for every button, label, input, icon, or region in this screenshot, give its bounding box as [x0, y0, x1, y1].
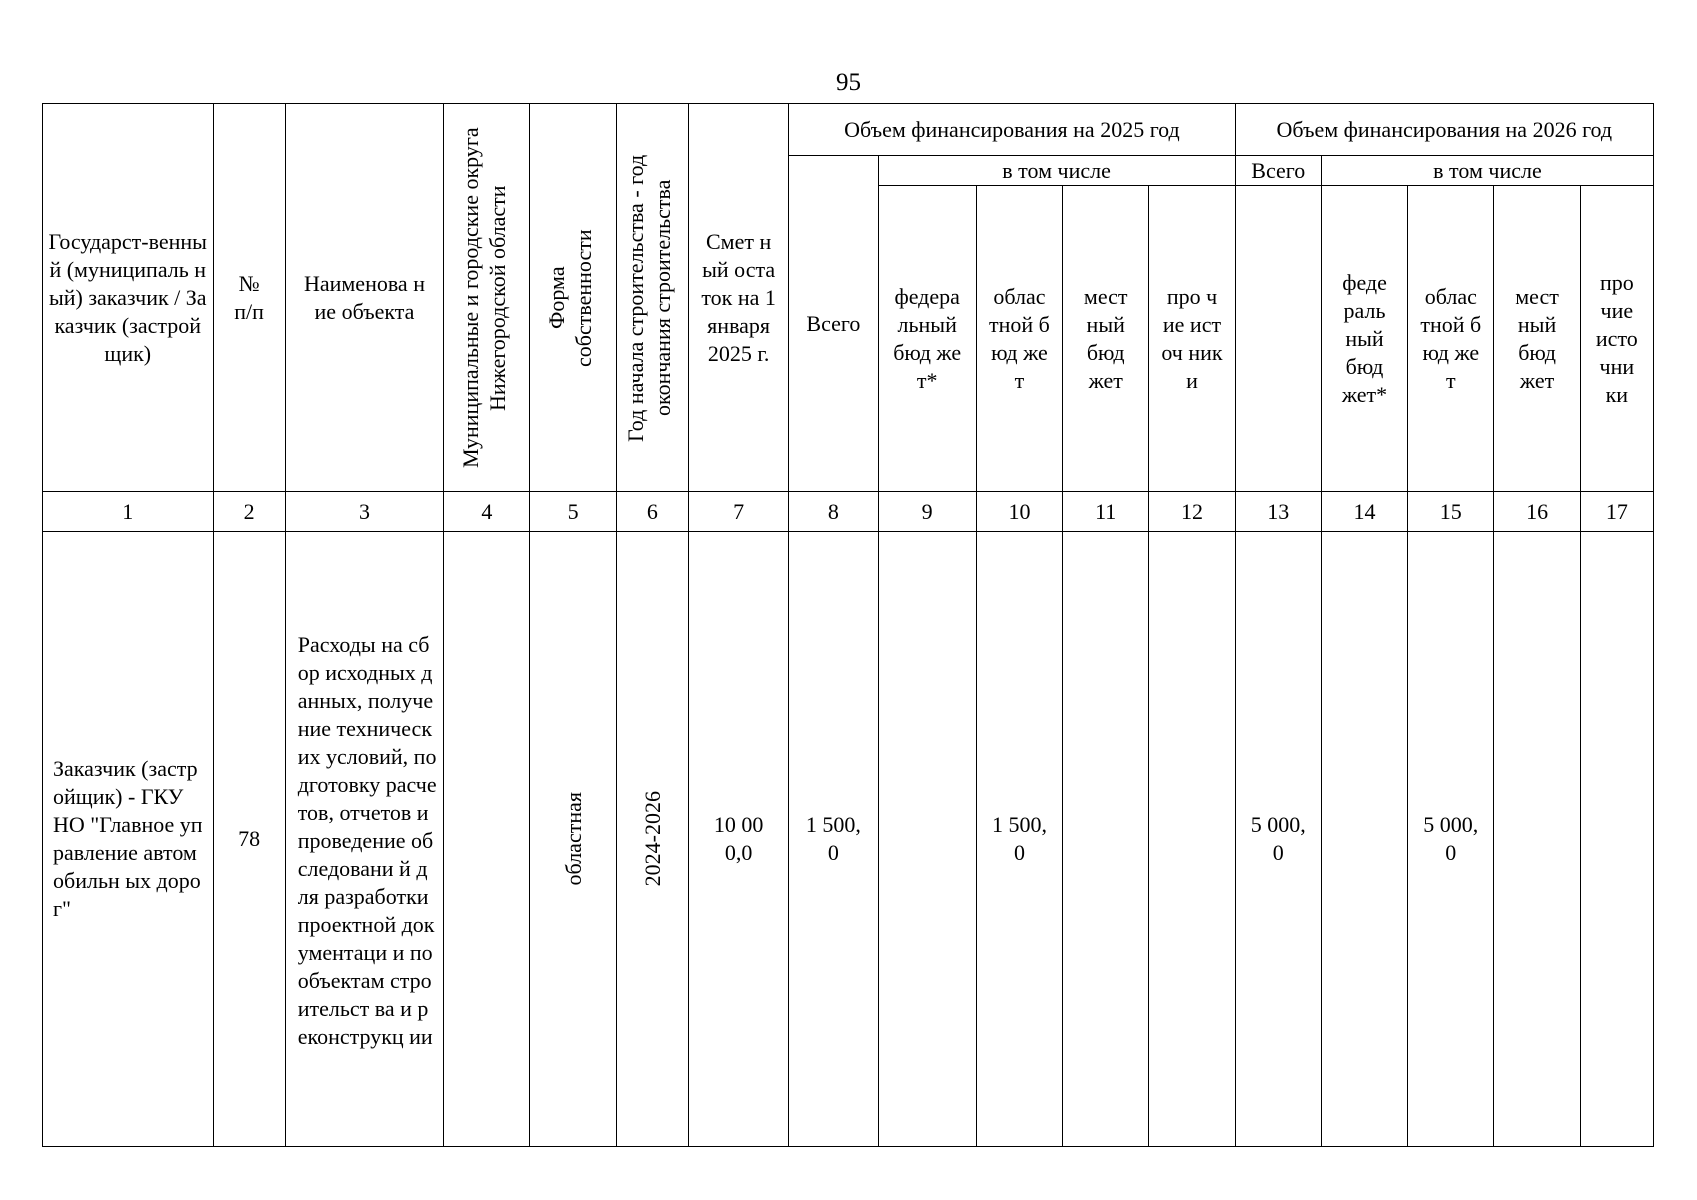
column-number: 2 [213, 492, 285, 532]
column-number: 16 [1494, 492, 1580, 532]
header-empty-2026 [1235, 186, 1321, 492]
header-ownership: Форма собственности [530, 104, 616, 492]
table-row [43, 532, 1654, 1147]
header-total-2025: Всего [789, 156, 878, 492]
column-number: 12 [1149, 492, 1235, 532]
header-number: № п/п [213, 104, 285, 492]
header-total-2026: Всего [1235, 156, 1321, 186]
header-regional-2025: облас тной бюд жет [976, 186, 1062, 492]
column-number: 10 [976, 492, 1062, 532]
row-total-2026: 5 000,0 [1235, 532, 1321, 1147]
column-number: 17 [1580, 492, 1653, 532]
header-remaining: Смет ный оста ток на 1 января 2025 г. [688, 104, 788, 492]
page-number: 95 [836, 69, 861, 96]
header-regional-2026: облас тной бюд жет [1408, 186, 1494, 492]
row-federal-2026 [1321, 532, 1407, 1147]
column-number: 6 [616, 492, 688, 532]
header-construction-years: Год начала строительства - год окончания строительства [616, 104, 688, 492]
header-municipality: Муниципальные и городские округа Нижегородской области [444, 104, 530, 492]
row-remaining: 10 000,0 [688, 532, 788, 1147]
row-total-2025: 1 500,0 [789, 532, 878, 1147]
column-number: 3 [285, 492, 443, 532]
column-number: 15 [1408, 492, 1494, 532]
column-number: 9 [878, 492, 976, 532]
header-local-2025: мест ный бюд жет [1063, 186, 1149, 492]
header-customer: Государст-венный (муниципаль ный) заказчик / Заказчик (застройщик) [43, 104, 214, 492]
header-other-2026: про чие исто чни ки [1580, 186, 1653, 492]
row-object-name: Расходы на сбор исходных данных, получение технических условий, подготовку расчетов, отчетов и проведение обследовани й для разработки проектной документаци и по объектам строительст ва и реконструкц ии [285, 532, 443, 1147]
header-federal-2025: федера льный бюд жет* [878, 186, 976, 492]
header-object-name: Наименова ние объекта [285, 104, 443, 492]
header-including-2026: в том числе [1321, 156, 1653, 186]
header-row-group [43, 104, 1654, 156]
row-local-2026 [1494, 532, 1580, 1147]
header-other-2025: про чие источ ники [1149, 186, 1235, 492]
column-number: 14 [1321, 492, 1407, 532]
row-regional-2025: 1 500,0 [976, 532, 1062, 1147]
row-customer: Заказчик (застройщик) - ГКУ НО "Главное управление автомобильн ых дорог" [43, 532, 214, 1147]
row-municipality [444, 532, 530, 1147]
header-federal-2026: феде раль ный бюд жет* [1321, 186, 1407, 492]
column-number-row [43, 492, 1654, 532]
row-other-2026 [1580, 532, 1653, 1147]
row-federal-2025 [878, 532, 976, 1147]
row-regional-2026: 5 000,0 [1408, 532, 1494, 1147]
row-ownership: областная [530, 532, 616, 1147]
header-local-2026: мест ный бюд жет [1494, 186, 1580, 492]
column-number: 7 [688, 492, 788, 532]
column-number: 11 [1063, 492, 1149, 532]
column-number: 8 [789, 492, 878, 532]
row-construction-years: 2024-2026 [616, 532, 688, 1147]
column-number: 1 [43, 492, 214, 532]
column-number: 5 [530, 492, 616, 532]
financing-table [42, 103, 1654, 1147]
header-funding-2026: Объем финансирования на 2026 год [1235, 104, 1653, 156]
header-funding-2025: Объем финансирования на 2025 год [789, 104, 1235, 156]
row-local-2025 [1063, 532, 1149, 1147]
row-other-2025 [1149, 532, 1235, 1147]
column-number: 4 [444, 492, 530, 532]
column-number: 13 [1235, 492, 1321, 532]
header-including-2025: в том числе [878, 156, 1235, 186]
row-number: 78 [213, 532, 285, 1147]
